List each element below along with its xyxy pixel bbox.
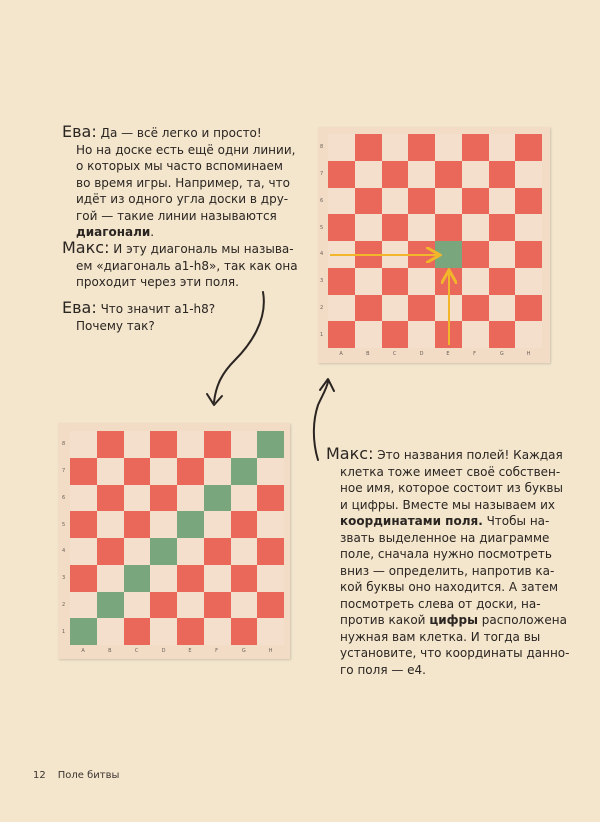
dialogue-text: нужная вам клетка. И тогда вы [340,629,541,644]
file-label: E [446,351,450,357]
dialogue-text: И эту диагональ мы называ- [113,242,294,256]
bold-term: цифры [429,613,478,627]
file-label: E [188,648,192,654]
dialogue-text: во время игры. Например, та, что [76,175,290,190]
rank-label: 6 [320,197,324,204]
file-label: G [499,351,504,357]
rank-label: 4 [320,251,324,258]
dialogue-text: гой — такие линии называются [76,208,277,223]
file-label: C [134,648,139,654]
rank-label: 3 [62,575,66,582]
dialogue-text: кой буквы оно находится. А затем [340,580,559,594]
rank-label: 6 [62,494,66,501]
rank-label: 3 [320,278,324,285]
dialogue-text: вниз — определить, напротив ка- [340,563,555,578]
file-label: C [392,351,397,357]
file-label: G [241,648,246,654]
dialogue-text: против какой [340,613,426,627]
dialogue-text: расположена [477,613,567,627]
dialogue-text: клетка тоже имеет своё собствен- [340,464,561,479]
rank-label: 2 [320,304,324,311]
speaker-eva: Ева: [62,298,97,317]
file-label: A [339,351,343,357]
file-label: H [526,351,531,357]
dialogue-text: о которых мы часто вспоминаем [76,159,283,173]
file-label: F [215,648,219,654]
rank-label: 4 [62,548,66,555]
rank-label: 7 [62,468,66,475]
file-label: D [419,351,424,357]
file-label: B [366,351,370,357]
file-label: F [473,351,477,357]
dialogue-text: идёт из одного угла доски в дру- [76,192,289,206]
dialogue-text: Это названия полей! Каждая [377,448,563,462]
curved-arrow-icon [214,292,264,402]
rank-label: 1 [62,628,66,635]
rank-label: 8 [62,441,66,448]
dialogue-text: . [150,225,155,239]
section-title: Поле битвы [57,770,120,781]
dialogue-text: го поля — е4. [340,662,426,677]
rank-label: 5 [320,224,324,231]
rank-label: 8 [320,144,324,151]
dialogue-text: Да — всё легко и просто! [100,126,262,140]
page-footer [33,770,131,781]
page-number: 12 [33,770,46,781]
dialogue-text: посмотреть слева от доски, на- [340,596,541,611]
bold-term: диагонали [76,225,151,239]
dialogue-text: Но на доске есть ещё одни линии, [76,142,296,157]
rank-label: 5 [62,521,66,528]
curved-arrow-icon [314,382,328,460]
speaker-maks: Макс: [62,238,110,257]
bold-term: координатами поля. [340,514,483,528]
file-label: H [268,648,273,654]
dialogue-text: поле, сначала нужно посмотреть [340,547,552,561]
rank-label: 7 [320,171,324,178]
speaker-maks: Макс: [326,444,374,463]
dialogue-text: Чтобы на- [482,514,550,528]
file-label: B [108,648,112,654]
file-label: A [81,648,85,654]
dialogue-text: установите, что координаты данно- [340,646,570,660]
dialogue-text: звать выделенное на диаграмме [340,530,550,545]
file-label: D [161,648,166,654]
dialogue-text: Что значит a1-h8? [100,302,216,316]
rank-label: 2 [62,601,66,608]
dialogue-text: ное имя, которое состоит из буквы [340,481,563,495]
speaker-eva: Ева: [62,122,97,141]
rank-label: 1 [320,331,324,338]
dialogue-text: ем «диагональ a1-h8», так как она [76,258,298,273]
dialogue-text: Почему так? [76,318,155,333]
dialogue-text: проходит через эти поля. [76,275,239,289]
dialogue-text: и цифры. Вместе мы называем их [340,497,555,512]
